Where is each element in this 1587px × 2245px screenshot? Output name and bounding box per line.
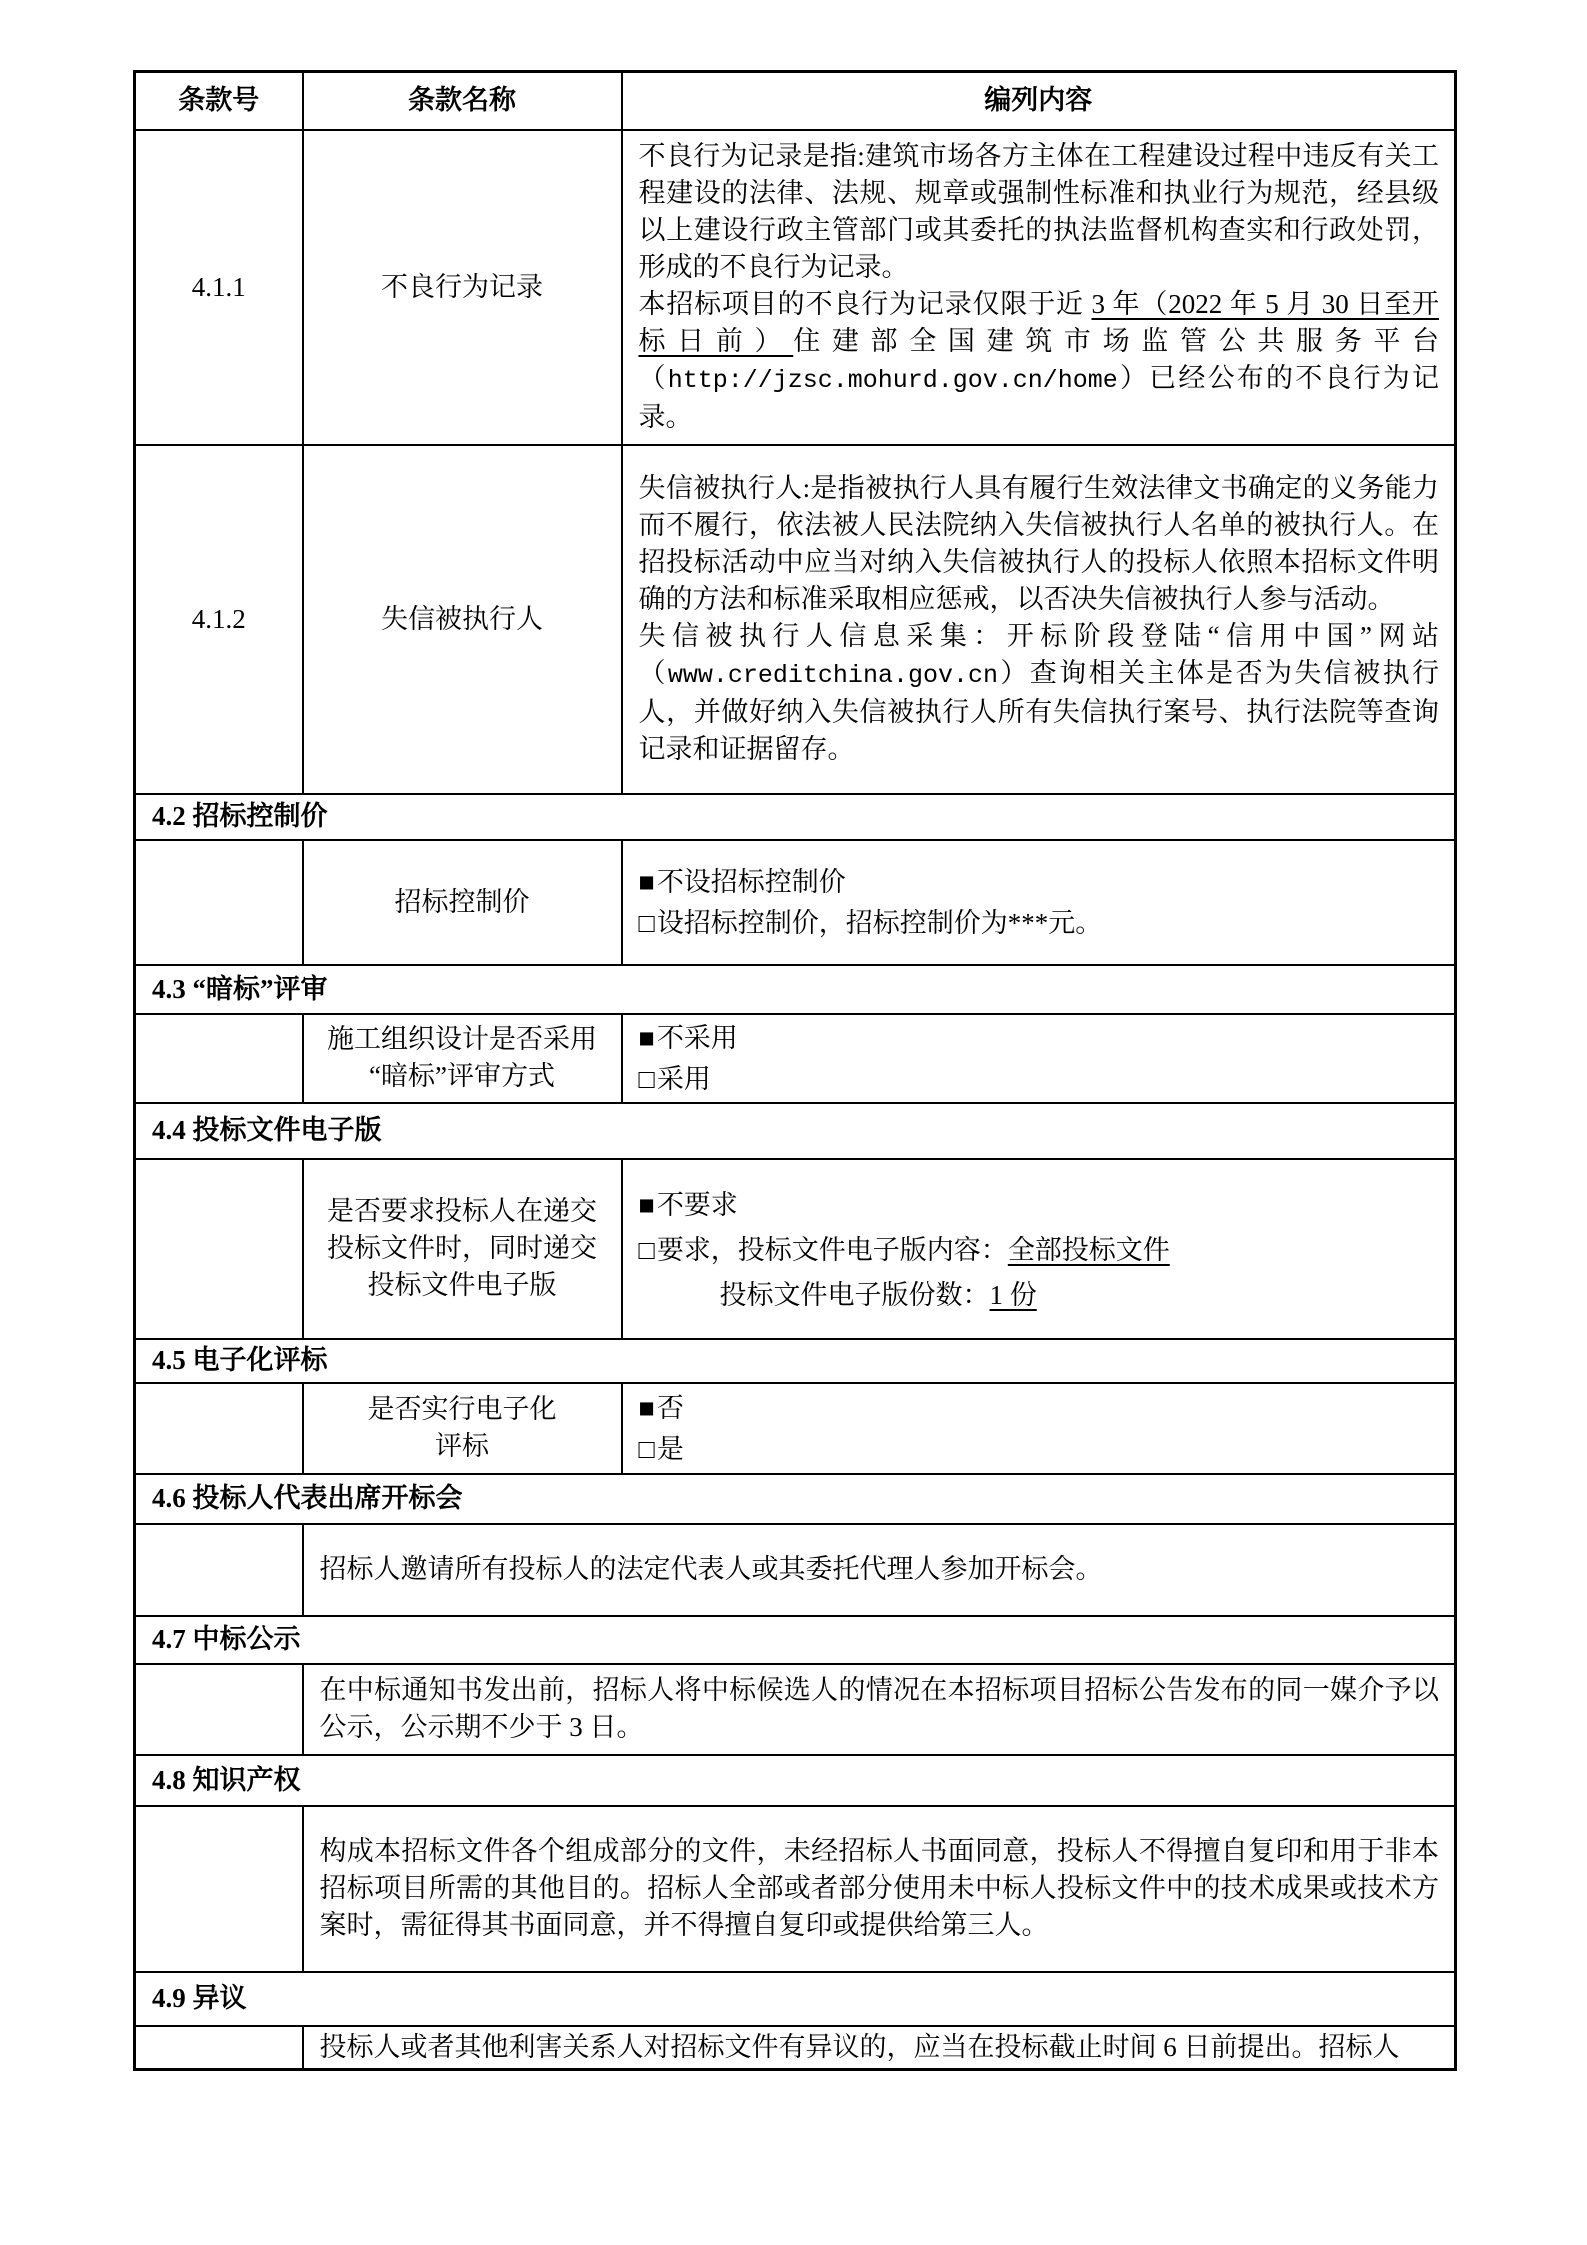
option-line	[639, 1187, 1440, 1223]
url-text: www.creditchina.gov.cn	[667, 661, 998, 690]
section-title: 4.8 知识产权	[135, 1755, 1456, 1806]
underlined-value: 1 份	[989, 1280, 1037, 1310]
paragraph	[639, 618, 1440, 768]
clause-no: 4.1.1	[135, 130, 303, 445]
header-clause-no: 条款号	[135, 72, 303, 130]
clause-name: 不良行为记录	[303, 130, 622, 445]
clause-name: 失信被执行人	[303, 445, 622, 794]
checkbox-checked-icon: ■	[638, 1190, 655, 1220]
clause-table	[133, 70, 1457, 2071]
header-content: 编列内容	[622, 72, 1456, 130]
clause-name-line: 是否要求投标人在递交	[327, 1196, 597, 1226]
paragraph-text: 不良行为记录是指:建筑市场各方主体在工程建设过程中违反有关工程建设的法律、法规、规章或强制性标准和执业行为规范，经县级以上建设行政主管部门或其委托的执法监督机构查实和行政处罚，形成的不良行为记录。	[638, 141, 1439, 282]
paragraph-text: 本招标项目的不良行为记录仅限于近	[638, 289, 1092, 319]
clause-options	[622, 1014, 1456, 1103]
section-title: 4.6 投标人代表出席开标会	[135, 1474, 1456, 1524]
section-title: 4.3 “暗标”评审	[135, 965, 1456, 1014]
clause-name-line: 评标	[435, 1431, 489, 1461]
clause-content: 投标人或者其他利害关系人对招标文件有异议的，应当在投标截止时间 6 日前提出。招标人	[303, 2026, 1456, 2070]
clause-options	[622, 1159, 1456, 1339]
clause-name	[303, 1383, 622, 1474]
paragraph	[639, 138, 1440, 286]
option-label: 采用	[656, 1063, 711, 1094]
row-4-1-2	[135, 445, 1456, 794]
section-row-4-2	[135, 794, 1456, 840]
row-4-6	[135, 1524, 1456, 1616]
checkbox-unchecked-icon: □	[638, 1433, 655, 1464]
paragraph-text: 失信被执行人:是指被执行人具有履行生效法律文书确定的义务能力而不履行，依法被人民法院纳入失信被执行人名单的被执行人。在招投标活动中应当对纳入失信被执行人的投标人依照本招标文件明确的方法和标准采取相应惩戒，以否决失信被执行人参与活动。	[638, 473, 1439, 614]
option-line	[639, 905, 1440, 941]
option-label: 不设招标控制价	[656, 866, 846, 897]
option-label: 否	[656, 1392, 684, 1423]
checkbox-unchecked-icon: □	[638, 907, 655, 938]
option-label: 不采用	[656, 1022, 738, 1053]
header-clause-name: 条款名称	[303, 72, 622, 130]
checkbox-unchecked-icon: □	[638, 1063, 655, 1094]
option-line	[639, 1061, 1440, 1097]
checkbox-checked-icon: ■	[638, 1022, 655, 1053]
clause-no-empty	[135, 1159, 303, 1339]
option-label: 投标文件电子版份数：	[719, 1280, 990, 1310]
paragraph-text: 失信被执行人信息采集：开标阶段登陆“信用中国”网站（	[638, 621, 1439, 688]
option-line	[639, 864, 1440, 900]
clause-no-empty	[135, 1524, 303, 1616]
section-row-4-5	[135, 1339, 1456, 1383]
paragraph	[639, 470, 1440, 618]
section-row-4-7	[135, 1616, 1456, 1664]
clause-no-empty	[135, 1664, 303, 1755]
section-title: 4.2 招标控制价	[135, 794, 1456, 840]
clause-no-empty	[135, 1806, 303, 1972]
clause-name	[303, 1159, 622, 1339]
header-row	[135, 72, 1456, 130]
clause-options	[622, 1383, 1456, 1474]
option-line	[639, 1232, 1440, 1268]
clause-name-line: 投标文件时，同时递交	[327, 1233, 597, 1263]
clause-content: 招标人邀请所有投标人的法定代表人或其委托代理人参加开标会。	[303, 1524, 1456, 1616]
section-row-4-8	[135, 1755, 1456, 1806]
checkbox-checked-icon: ■	[638, 1392, 655, 1423]
clause-name-line: 投标文件电子版	[367, 1270, 557, 1300]
url-text: http://jzsc.mohurd.gov.cn/home	[667, 366, 1118, 395]
clause-no-empty	[135, 840, 303, 965]
clause-name-line: 是否实行电子化	[367, 1394, 557, 1424]
clause-content: 构成本招标文件各个组成部分的文件，未经招标人书面同意，投标人不得擅自复印和用于非本招标项目所需的其他目的。招标人全部或者部分使用未中标人投标文件中的技术成果或技术方案时，需征得其书面同意，并不得擅自复印或提供给第三人。	[303, 1806, 1456, 1972]
checkbox-unchecked-icon: □	[638, 1235, 655, 1265]
clause-name: 招标控制价	[303, 840, 622, 965]
clause-name-line: “暗标”评审方式	[369, 1061, 555, 1091]
clause-content: 在中标通知书发出前，招标人将中标候选人的情况在本招标项目招标公告发布的同一媒介予以公示，公示期不少于 3 日。	[303, 1664, 1456, 1755]
paragraph-text: ）已经公布的不良行为记录。	[638, 363, 1440, 432]
clause-no-empty	[135, 2026, 303, 2070]
option-label: 设招标控制价，招标控制价为***元。	[656, 907, 1103, 938]
clause-options	[622, 840, 1456, 965]
row-4-2	[135, 840, 1456, 965]
underlined-value: 3 年（2022 年 5 月 30 日至开标日前）	[638, 289, 1440, 356]
option-line	[639, 1390, 1440, 1426]
option-line	[639, 1020, 1440, 1056]
row-4-5	[135, 1383, 1456, 1474]
clause-no-empty	[135, 1014, 303, 1103]
clause-name	[303, 1014, 622, 1103]
row-4-7	[135, 1664, 1456, 1755]
section-row-4-6	[135, 1474, 1456, 1524]
underlined-value: 全部投标文件	[1007, 1235, 1170, 1265]
option-label: 不要求	[656, 1190, 738, 1220]
section-row-4-4	[135, 1103, 1456, 1159]
row-4-4	[135, 1159, 1456, 1339]
checkbox-checked-icon: ■	[638, 866, 655, 897]
row-4-3	[135, 1014, 1456, 1103]
section-title: 4.5 电子化评标	[135, 1339, 1456, 1383]
option-line	[639, 1277, 1440, 1313]
clause-no-empty	[135, 1383, 303, 1474]
clause-name-line: 施工组织设计是否采用	[327, 1024, 597, 1054]
section-title: 4.7 中标公示	[135, 1616, 1456, 1664]
row-4-9	[135, 2026, 1456, 2070]
option-line	[639, 1431, 1440, 1467]
paragraph-text: 住建部全国建筑市场监管公共服务平台（	[638, 326, 1440, 393]
section-title: 4.4 投标文件电子版	[135, 1103, 1456, 1159]
paragraph	[639, 286, 1440, 436]
option-label: 要求，投标文件电子版内容：	[656, 1235, 1008, 1265]
clause-content	[622, 445, 1456, 794]
option-label: 是	[656, 1433, 684, 1464]
paragraph-text: ）查询相关主体是否为失信被执行人，并做好纳入失信被执行人所有失信执行案号、执行法院等查询记录和证据留存。	[638, 658, 1440, 764]
row-4-1-1	[135, 130, 1456, 445]
section-row-4-3	[135, 965, 1456, 1014]
section-row-4-9	[135, 1972, 1456, 2026]
clause-content	[622, 130, 1456, 445]
section-title: 4.9 异议	[135, 1972, 1456, 2026]
clause-no: 4.1.2	[135, 445, 303, 794]
row-4-8	[135, 1806, 1456, 1972]
